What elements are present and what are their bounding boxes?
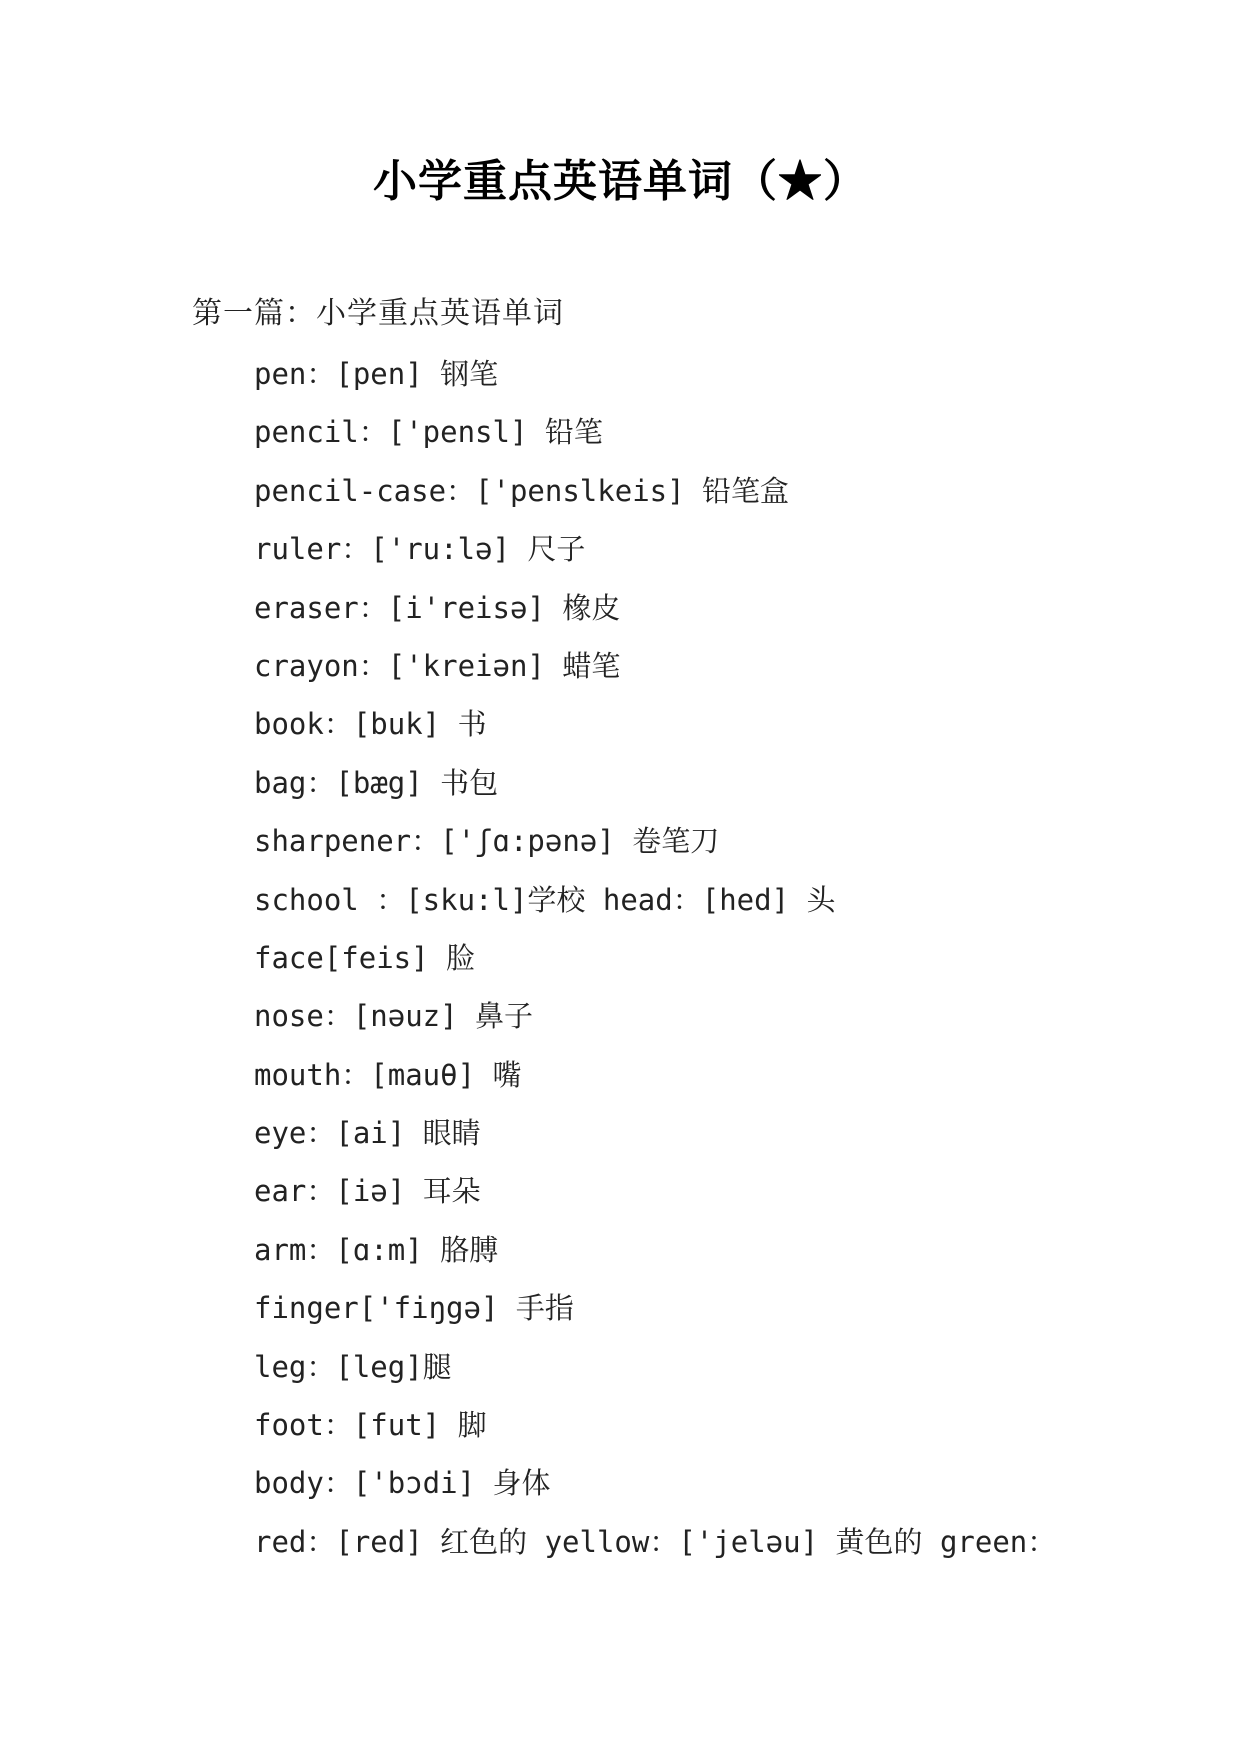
vocabulary-entry: mouth：[mauθ] 嘴 <box>254 1057 522 1092</box>
vocabulary-entry: pen：[pen] 钢笔 <box>254 357 499 391</box>
vocabulary-entry: pencil：['pensl] 铅笔 <box>254 415 603 450</box>
section-heading: 第一篇：小学重点英语单词 <box>192 296 564 331</box>
vocabulary-entry: book：[buk] 书 <box>254 707 487 742</box>
vocabulary-entry: leg：[leg]腿 <box>254 1349 452 1384</box>
vocabulary-entry: school ：[sku:l]学校 head：[hed] 头 <box>254 882 836 917</box>
vocabulary-entry: ruler：['ru:lə] 尺子 <box>254 532 586 567</box>
vocabulary-entry: foot：[fut] 脚 <box>254 1408 487 1443</box>
document-title: 小学重点英语单词（★） <box>373 156 868 207</box>
vocabulary-entry: face[feis] 脸 <box>254 940 476 975</box>
vocabulary-entry: eraser：[i'reisə] 橡皮 <box>254 590 621 625</box>
vocabulary-entry: red：[red] 红色的 yellow：['jeləu] 黄色的 green： <box>254 1524 1057 1559</box>
vocabulary-entry: finger['fiŋgə] 手指 <box>254 1291 574 1326</box>
vocabulary-entry: ear：[iə] 耳朵 <box>254 1174 481 1209</box>
vocabulary-entry: sharpener：['ʃɑ:pənə] 卷笔刀 <box>254 824 720 859</box>
vocabulary-entry: eye：[ai] 眼睛 <box>254 1116 481 1151</box>
vocabulary-entry: pencil-case：['penslkeis] 铅笔盒 <box>254 473 790 508</box>
vocabulary-entry: arm：[ɑ:m] 胳膊 <box>254 1232 499 1267</box>
vocabulary-list <box>254 352 1154 1578</box>
vocabulary-entry: crayon：['kreiən] 蜡笔 <box>254 648 621 683</box>
vocabulary-entry: body：['bɔdi] 身体 <box>254 1466 551 1501</box>
vocabulary-entry: bag：[bæg] 书包 <box>254 765 499 800</box>
vocabulary-entry: nose：[nəuz] 鼻子 <box>254 999 534 1034</box>
